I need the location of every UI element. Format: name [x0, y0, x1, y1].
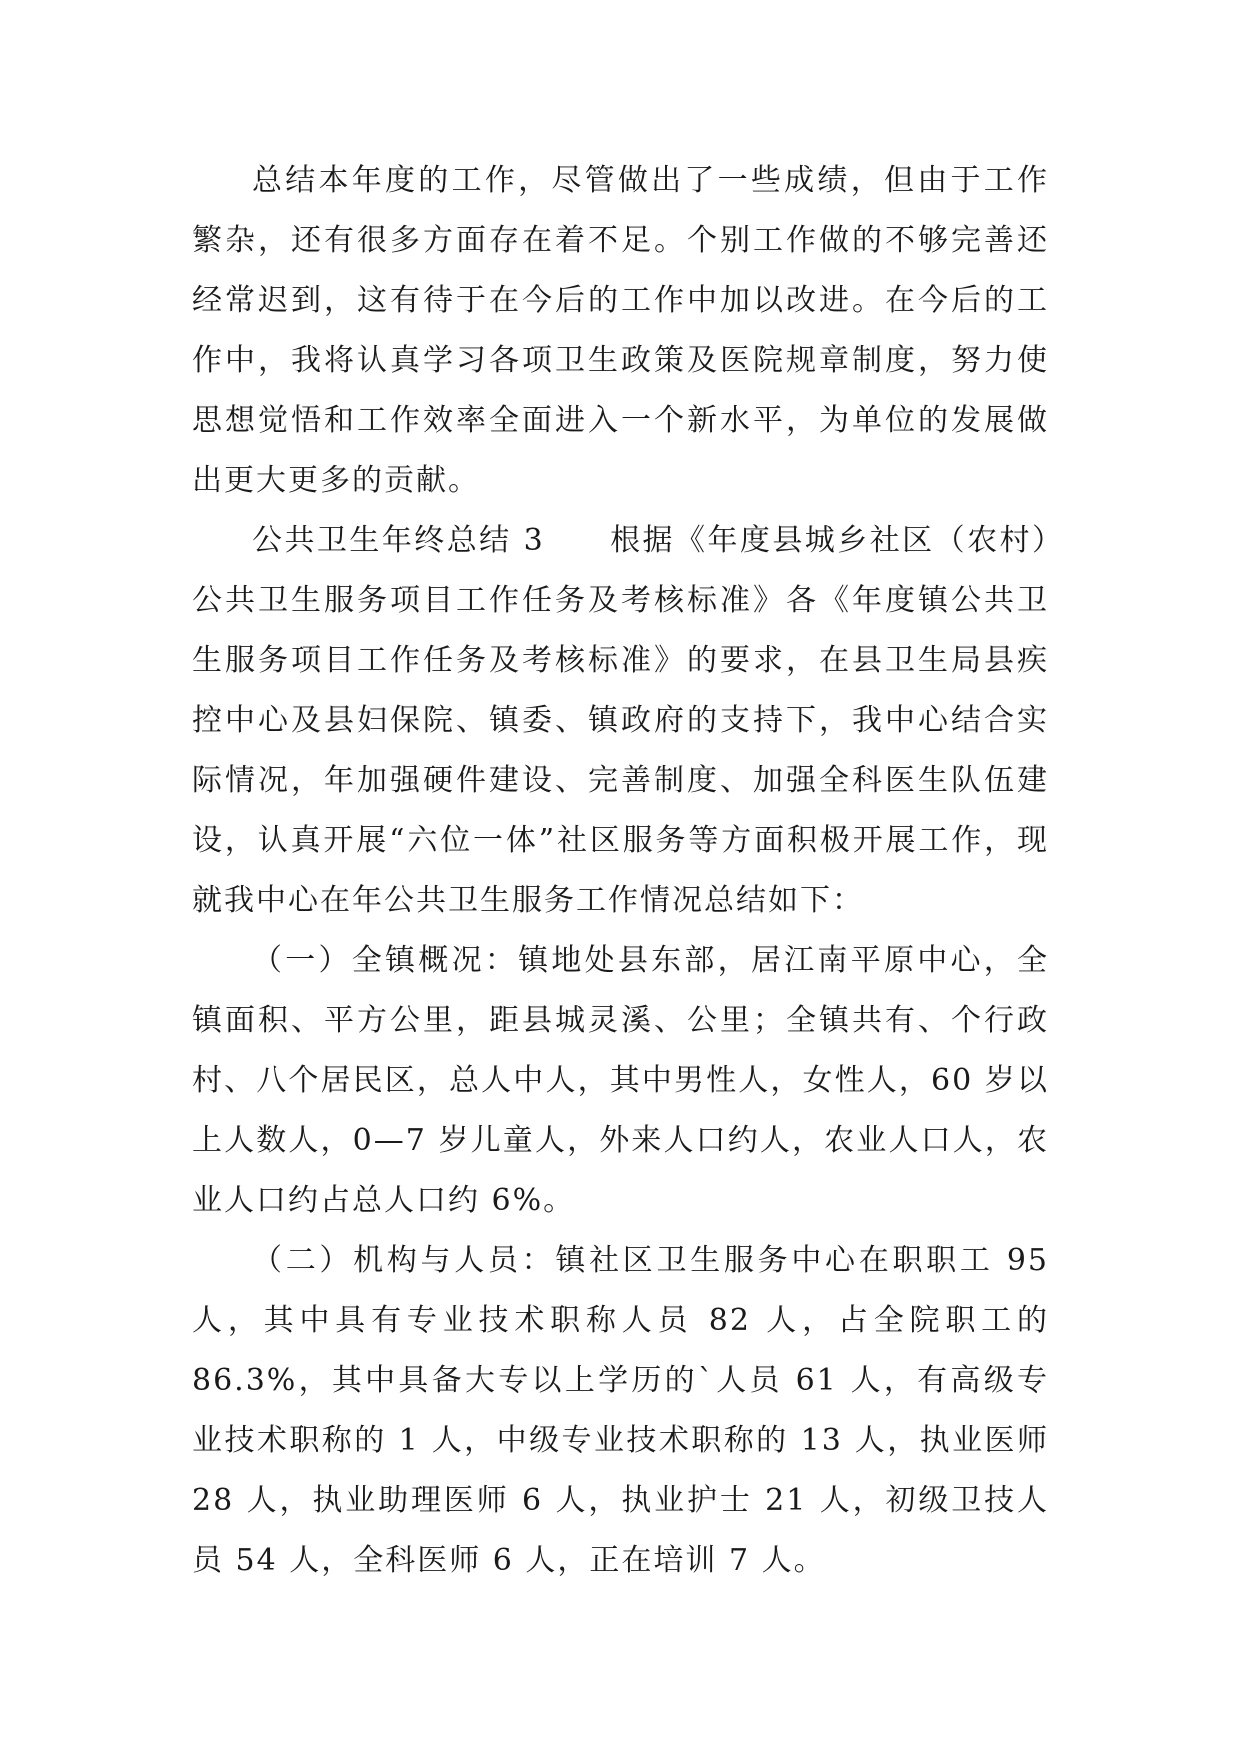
paragraph-institutions-staff: （二）机构与人员：镇社区卫生服务中心在职职工 95 人，其中具有专业技术职称人员 82 人，占全院职工的 86.3%，其中具备大专以上学历的`人员 61 人，有高级专业技术职称的 1 人，中级专业技术职称的 13 人，执业医师 28 人，执业助理医师 6 人，执业护士 21 人，初级卫技人员 54 人，全科医师 6 人，正在培训 7 人。 [192, 1243, 1049, 1578]
paragraph-public-health-summary-3: 公共卫生年终总结 3 根据《年度县城乡社区（农村）公共卫生服务项目工作任务及考核标准》各《年度镇公共卫生服务项目工作任务及考核标准》的要求，在县卫生局县疾控中心及县妇保院、镇委、镇政府的支持下，我中心结合实际情况，年加强硬件建设、完善制度、加强全科医生队伍建设，认真开展“六位一体”社区服务等方面积极开展工作，现就我中心在年公共卫生服务工作情况总结如下： [192, 523, 1049, 918]
document-page [192, 151, 1049, 1591]
paragraph-town-overview: （一）全镇概况：镇地处县东部，居江南平原中心，全镇面积、平方公里，距县城灵溪、公里；全镇共有、个行政村、八个居民区，总人中人，其中男性人，女性人，60 岁以上人数人，0—7 岁儿童人，外来人口约人，农业人口人，农业人口约占总人口约 6%。 [192, 943, 1049, 1218]
paragraph-work-summary: 总结本年度的工作，尽管做出了一些成绩，但由于工作繁杂，还有很多方面存在着不足。个别工作做的不够完善还经常迟到，这有待于在今后的工作中加以改进。在今后的工作中，我将认真学习各项卫生政策及医院规章制度，努力使思想觉悟和工作效率全面进入一个新水平，为单位的发展做出更大更多的贡献。 [192, 163, 1049, 498]
